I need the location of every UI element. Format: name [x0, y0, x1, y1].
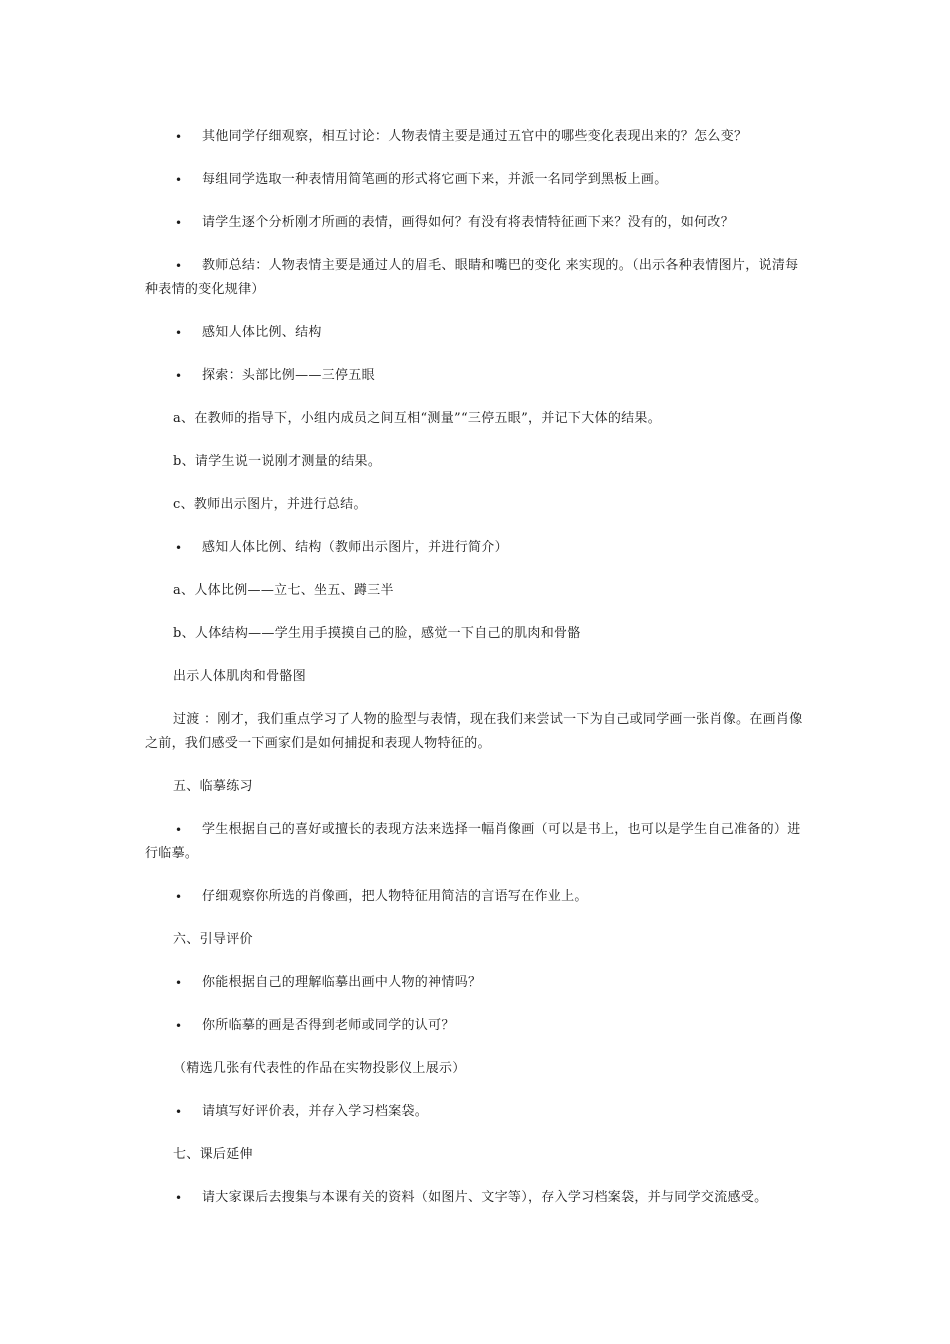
- paragraph-text: 请填写好评价表，并存入学习档案袋。: [202, 1104, 429, 1119]
- bullet-icon: •: [175, 823, 183, 837]
- bullet-icon: •: [175, 216, 183, 230]
- section-heading: [145, 775, 810, 799]
- section-heading-text: 七、课后延伸: [173, 1147, 253, 1162]
- bullet-paragraph: [145, 211, 810, 235]
- bullet-icon: •: [175, 130, 183, 144]
- bullet-icon: •: [175, 1105, 183, 1119]
- section-heading-text: 五、临摹练习: [173, 779, 253, 794]
- bullet-icon: •: [175, 541, 183, 555]
- paragraph-text: b、请学生说一说刚才测量的结果。: [173, 454, 382, 469]
- paragraph: [145, 1057, 810, 1081]
- bullet-paragraph: [145, 1100, 810, 1124]
- bullet-paragraph: [145, 364, 810, 388]
- paragraph-text: b、人体结构——学生用手摸摸自己的脸，感觉一下自己的肌肉和骨骼: [173, 626, 581, 641]
- paragraph-text: 教师总结：人物表情主要是通过人的眉毛、眼睛和嘴巴的变化 来实现的。（出示各种表情图片，说清每种表情的变化规律）: [145, 258, 799, 297]
- paragraph: [145, 450, 810, 474]
- bullet-icon: •: [175, 369, 183, 383]
- paragraph-text: 你所临摹的画是否得到老师或同学的认可？: [202, 1018, 455, 1033]
- paragraph: [145, 493, 810, 517]
- bullet-icon: •: [175, 259, 183, 273]
- paragraph-text: 感知人体比例、结构（教师出示图片，并进行简介）: [202, 540, 508, 555]
- paragraph-text: a、人体比例——立七、坐五、蹲三半: [173, 583, 394, 598]
- paragraph-text: 感知人体比例、结构: [202, 325, 322, 340]
- bullet-paragraph: [145, 885, 810, 909]
- bullet-paragraph: [145, 971, 810, 995]
- paragraph-text: 出示人体肌肉和骨骼图: [173, 669, 307, 684]
- paragraph-text: 请学生逐个分析刚才所画的表情，画得如何？有没有将表情特征画下来？没有的，如何改？: [202, 215, 735, 230]
- paragraph-text: 仔细观察你所选的肖像画，把人物特征用简洁的言语写在作业上。: [202, 889, 588, 904]
- bullet-paragraph: [145, 1186, 810, 1210]
- paragraph-text: 其他同学仔细观察，相互讨论：人物表情主要是通过五官中的哪些变化表现出来的？怎么变？: [202, 129, 748, 144]
- bullet-paragraph: [145, 125, 810, 149]
- bullet-paragraph: [145, 536, 810, 560]
- paragraph: [145, 665, 810, 689]
- bullet-icon: •: [175, 173, 183, 187]
- bullet-icon: •: [175, 1019, 183, 1033]
- section-heading: [145, 928, 810, 952]
- paragraph: [145, 579, 810, 603]
- paragraph-text: 探索：头部比例——三停五眼: [202, 368, 375, 383]
- section-heading-text: 六、引导评价: [173, 932, 253, 947]
- section-heading: [145, 1143, 810, 1167]
- bullet-paragraph: [145, 818, 810, 866]
- bullet-paragraph: [145, 254, 810, 302]
- bullet-icon: •: [175, 890, 183, 904]
- paragraph: [145, 622, 810, 646]
- paragraph-text: 每组同学选取一种表情用简笔画的形式将它画下来，并派一名同学到黑板上画。: [202, 172, 668, 187]
- paragraph: [145, 407, 810, 431]
- paragraph: [145, 708, 810, 756]
- paragraph-text: c、教师出示图片，并进行总结。: [173, 497, 367, 512]
- bullet-paragraph: [145, 1014, 810, 1038]
- bullet-paragraph: [145, 321, 810, 345]
- bullet-icon: •: [175, 1191, 183, 1205]
- bullet-paragraph: [145, 168, 810, 192]
- bullet-icon: •: [175, 326, 183, 340]
- paragraph-text: 学生根据自己的喜好或擅长的表现方法来选择一幅肖像画（可以是书上，也可以是学生自己准备的）进行临摹。: [145, 822, 801, 861]
- paragraph-text: 过渡 ：刚才，我们重点学习了人物的脸型与表情，现在我们来尝试一下为自己或同学画一张肖像。在画肖像之前，我们感受一下画家们是如何捕捉和表现人物特征的。: [145, 712, 803, 751]
- paragraph-text: 你能根据自己的理解临摹出画中人物的神情吗？: [202, 975, 482, 990]
- paragraph-text: （精选几张有代表性的作品在实物投影仪上展示）: [173, 1061, 466, 1076]
- bullet-icon: •: [175, 976, 183, 990]
- paragraph-text: a、在教师的指导下，小组内成员之间互相“测量”“三停五眼”，并记下大体的结果。: [173, 411, 662, 426]
- paragraph-text: 请大家课后去搜集与本课有关的资料（如图片、文字等），存入学习档案袋，并与同学交流感受。: [202, 1190, 768, 1205]
